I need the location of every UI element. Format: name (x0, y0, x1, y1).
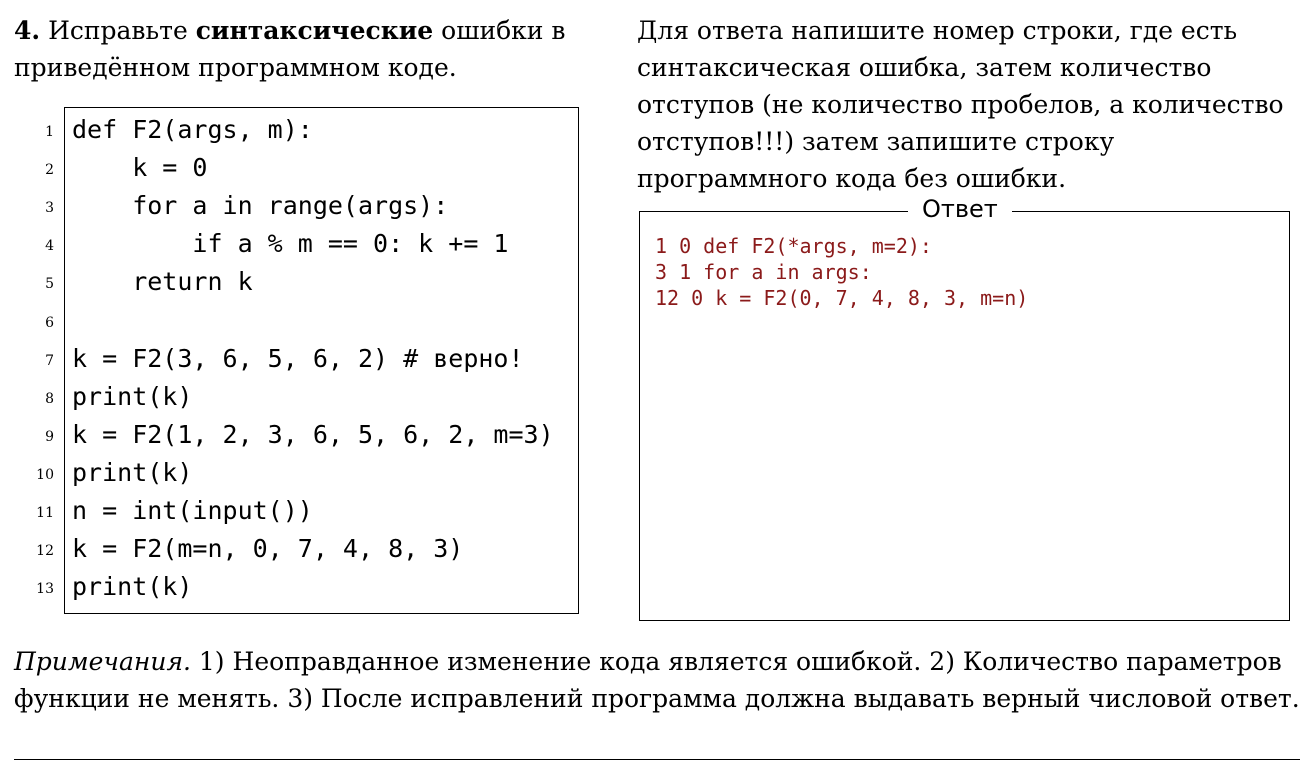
line-number: 9 (45, 428, 54, 445)
code-line: k = 0 (72, 153, 208, 183)
answer-line: 12 0 k = F2(0, 7, 4, 8, 3, m=n) (655, 286, 1029, 310)
line-number: 11 (36, 505, 54, 521)
line-number: 5 (45, 276, 54, 293)
code-line: def F2(args, m): (72, 115, 313, 144)
answer-lines (655, 233, 1028, 311)
code-line: print(k) (72, 381, 193, 411)
task-text-after: ошибки в приведённом программном коде. (14, 16, 566, 82)
answer-title: Ответ (908, 193, 1012, 225)
line-number: 10 (36, 466, 54, 483)
line-number: 1 (45, 124, 54, 140)
line-number: 2 (45, 162, 54, 179)
line-number: 7 (45, 352, 54, 369)
answer-instructions: Для ответа напишите номер строки, где есть синтаксическая ошибка, затем количество отступов (не количество пробелов, а количество отступов!!!) затем запишите строку программного кода без ошибки. (637, 16, 1284, 193)
code-line: for a in range(args): (72, 191, 449, 221)
answer-line: 3 1 for a in args: (655, 260, 872, 284)
task-number: 4. (14, 16, 41, 45)
line-number: 3 (45, 200, 54, 217)
line-number: 12 (36, 543, 54, 560)
answer-line: 1 0 def F2(*args, m=2): (655, 234, 932, 258)
code-line: return k (72, 267, 253, 297)
notes-label: Примечания. (14, 647, 191, 676)
code-line: k = F2(1, 2, 3, 6, 5, 6, 2, m=3) (72, 419, 554, 449)
line-number: 8 (45, 390, 54, 407)
notes (14, 643, 1304, 717)
line-number: 13 (36, 581, 54, 598)
bottom-divider (14, 759, 1300, 760)
task-text-before: Исправьте (48, 16, 188, 45)
task-statement (14, 12, 584, 86)
code-line: k = F2(m=n, 0, 7, 4, 8, 3) (72, 534, 464, 564)
code-line: print(k) (72, 572, 193, 602)
code-line: n = int(input()) (72, 496, 313, 525)
code-line: k = F2(3, 6, 5, 6, 2) # верно! (72, 343, 524, 373)
code-line: if a % m == 0: k += 1 (72, 229, 509, 259)
task-bold-word: синтаксические (195, 16, 434, 45)
notes-text: 1) Неоправданное изменение кода является ошибкой. 2) Количество параметров функции не менять. 3) После исправлений программа должна выдавать верный числовой ответ. (14, 647, 1300, 713)
line-number: 4 (45, 238, 54, 255)
code-line: print(k) (72, 457, 193, 487)
line-number: 6 (45, 314, 54, 331)
